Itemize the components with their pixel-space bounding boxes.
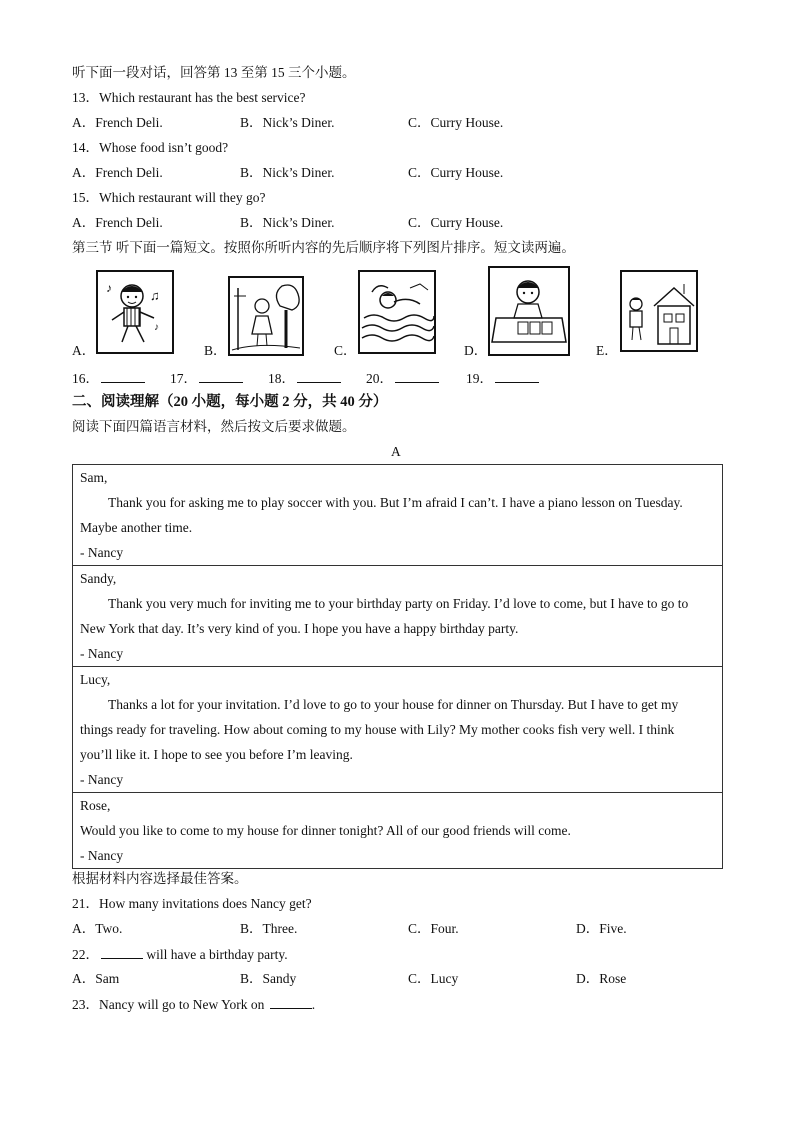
girl-tree-icon	[228, 276, 304, 356]
order-blank-17[interactable]: 17．	[170, 369, 243, 388]
letter-line: things ready for traveling. How about coming to my house with Lily? My mother cooks fish very well. I think	[80, 722, 675, 737]
q15-option-c: C．Curry House.	[408, 215, 504, 230]
section-3-instruction: 第三节 听下面一篇短文。按照你所听内容的先后顺序将下列图片排序。短文读两遍。	[72, 240, 575, 255]
order-blank-19[interactable]: 19．	[466, 369, 539, 388]
letters-table	[72, 464, 723, 869]
letter-greeting: Lucy,	[80, 672, 111, 687]
passage-label: A	[391, 444, 401, 459]
letter-signature: - Nancy	[80, 848, 124, 863]
q21-option-b: B．Three.	[240, 921, 298, 936]
letter-rose	[73, 792, 722, 868]
letter-greeting: Rose,	[80, 798, 111, 813]
question-15: 15．Which restaurant will they go?	[72, 190, 266, 205]
q21-option-c: C．Four.	[408, 921, 459, 936]
picture-label-e: E．	[596, 343, 618, 358]
letter-line: you’ll like it. I hope to see you before I’m leaving.	[80, 747, 353, 762]
q22-option-a: A．Sam	[72, 971, 120, 986]
letter-signature: - Nancy	[80, 772, 124, 787]
q22-option-c: C．Lucy	[408, 971, 459, 986]
letter-signature: - Nancy	[80, 646, 124, 661]
q13-option-c: C．Curry House.	[408, 115, 504, 130]
letter-lucy	[73, 666, 722, 792]
letter-greeting: Sam,	[80, 470, 108, 485]
letter-line: Thank you for asking me to play soccer with you. But I’m afraid I can’t. I have a piano lesson on Tuesday.	[108, 495, 683, 510]
q14-option-c: C．Curry House.	[408, 165, 504, 180]
svg-text:♪: ♪	[106, 281, 112, 295]
picture-label-c: C．	[334, 343, 357, 358]
boy-house-icon	[620, 270, 698, 352]
boy-dancing-music-icon	[96, 270, 174, 354]
q13-option-b: B．Nick’s Diner.	[240, 115, 335, 130]
letter-line: Thanks a lot for your invitation. I’d love to go to your house for dinner on Thursday. But I have to get my	[108, 697, 679, 712]
reading-heading: 二、阅读理解（20 小题，每小题 2 分，共 40 分）	[72, 394, 388, 410]
question-14: 14．Whose food isn’t good?	[72, 140, 229, 155]
letter-line: Would you like to come to my house for dinner tonight? All of our good friends will come.	[80, 823, 571, 838]
q13-option-a: A．French Deli.	[72, 115, 163, 130]
order-blank-16[interactable]: 16．	[72, 369, 145, 388]
picture-label-b: B．	[204, 343, 227, 358]
q14-option-b: B．Nick’s Diner.	[240, 165, 335, 180]
question-23: 23．Nancy will go to New York on .	[72, 997, 316, 1012]
picture-label-a: A．	[72, 343, 96, 358]
q21-option-d: D．Five.	[576, 921, 627, 936]
q15-option-b: B．Nick’s Diner.	[240, 215, 335, 230]
q14-option-a: A．French Deli.	[72, 165, 163, 180]
question-21: 21．How many invitations does Nancy get?	[72, 896, 312, 911]
q22-option-d: D．Rose	[576, 971, 627, 986]
letter-line: New York that day. It’s very kind of you. I hope you have a happy birthday party.	[80, 621, 519, 636]
q15-option-a: A．French Deli.	[72, 215, 163, 230]
letter-signature: - Nancy	[80, 545, 124, 560]
order-blank-18[interactable]: 18．	[268, 369, 341, 388]
svg-text:♪: ♪	[154, 322, 159, 333]
boy-reading-desk-icon	[488, 266, 570, 356]
letter-sam	[73, 465, 722, 565]
listening-instruction: 听下面一段对话，回答第 13 至第 15 三个小题。	[72, 65, 356, 80]
reading-instruction: 阅读下面四篇语言材料，然后按文后要求做题。	[72, 419, 356, 434]
letter-sandy	[73, 565, 722, 666]
swimmer-icon	[358, 270, 436, 354]
picture-label-d: D．	[464, 343, 488, 358]
letter-line: Thank you very much for inviting me to your birthday party on Friday. I’d love to come, but I have to go to	[108, 596, 689, 611]
svg-text:♫: ♫	[150, 288, 160, 303]
choose-instruction: 根据材料内容选择最佳答案。	[72, 871, 248, 886]
letter-greeting: Sandy,	[80, 571, 117, 586]
question-13: 13．Which restaurant has the best service?	[72, 90, 306, 105]
letter-line: Maybe another time.	[80, 520, 193, 535]
question-22: 22． will have a birthday party.	[72, 947, 288, 962]
q21-option-a: A．Two.	[72, 921, 123, 936]
order-blank-20[interactable]: 20．	[366, 369, 439, 388]
q22-option-b: B．Sandy	[240, 971, 297, 986]
